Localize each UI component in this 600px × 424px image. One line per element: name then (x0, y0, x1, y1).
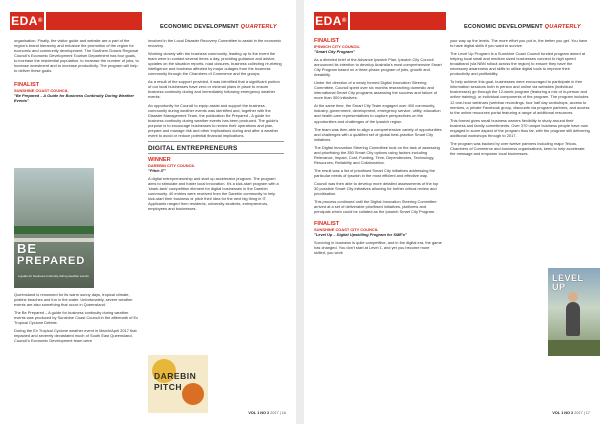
finalist-label: FINALIST (14, 82, 40, 89)
eda-logo-text: EDA (315, 14, 342, 28)
paragraph: As a result of the support provided, it was identified that a significant portion of our local businesses have zero or minimal plans in place to ensure business continuity during and immediately following emergency weather events. (148, 79, 280, 100)
footer-year: 2017 (574, 411, 583, 415)
be-prepared-photo (14, 168, 94, 288)
darebin-text: DAREBIN (154, 371, 197, 381)
section-title-accent: QUARTERLY (240, 24, 277, 30)
paragraph: This format gives small business owners flexibility to study around their business and family commitments. Over 370 unique business people have now engaged in some aspect of the program thus far, with the program still delivering additional workshops through to 2017. (450, 117, 590, 138)
paragraph: involved in the Local Disaster Recovery Committee to assist in the economic recovery. (148, 38, 282, 49)
level-up-photo (548, 268, 600, 356)
left-page (0, 0, 296, 424)
level-up-text (552, 274, 584, 292)
section-title-accent: QUARTERLY (544, 24, 581, 30)
paragraph: To help achieve this goal, businesses were encouraged to participate in free information sessions both in person and online via websites (individual businesses) go through the 12-week program (featuring a mix of in-person and online training), or individual components of the program. The program includes 12 one-hour webinars (webinar recordings, four half day workshops, access to mentors, a private Facebook group, discounts via program partners, and access to the online resources portal featuring a range of additional resources. (450, 79, 590, 115)
paragraph: The Be Prepared – A guide for business continuity during weather events was produced by Sunshine Coast Council in the aftermath of Ex Tropical Cyclone Debbie. (14, 310, 139, 326)
paragraph: Surviving in business is quite competitive, and in the digital era, the game has changed. You don't start at Level 1, and yet you become more skilled, you work (314, 240, 442, 256)
finalist-title: "Be Prepared – A Guide for Business Continuity During Weather Events" (14, 93, 135, 104)
eda-logo (314, 12, 348, 30)
darebin-pitch-image (148, 355, 208, 413)
divider (148, 141, 284, 142)
paragraph: During the Ex Tropical Cyclone weather event in March/April 2017 that impacted and severely devastated much of South East Queensland, Council's Economic Development team were (14, 328, 137, 344)
paragraph: Working closely with the business community, leading up to the event the team were in contact several times a day, providing guidance and advice, updates on the situation reports, road closures, business collecting re-eleting intelligence and business affected by major outages from the business community through the Chambers of Commerce and the groups. (148, 51, 282, 77)
paragraph: The Digital Innovation Steering Committee took on the task of assessing and prioritising the 350 Smart City options using factors including Relevance, Impact, Cost, Funding, Time, Dependencies, Technology, Resources, Reliability and Collaboration. (314, 144, 440, 165)
footer-volume: VOL 1 NO 2 (552, 411, 574, 415)
paragraph: An opportunity for Council to equip assist and support the business community during weather events was identified and, together with the Disaster Management Team, the publication Be Prepared - A guide for business continuity during weather events has been produced. The guide's purpose is to encourage businesses to review their operations and plan, prepare and manage risk and other implications during and after a weather event to avoid or reduce potential financial implications. (148, 102, 279, 138)
photo-ground (548, 340, 600, 356)
left-col-1-bottom (14, 292, 140, 346)
paragraph: A digital entrepreneurship and start up accelerator program. The program aims to stimulate and foster local innovation. It's a kick-start program with a 'shark-tank' competition element for digital businesses in the Darebin community. 40 entries were received from the Darebin community to help kick-start their business or pitch their idea for the next big thing in IT. Applicants ranged from residents, university students, entrepreneurs, employees and businesses. (148, 175, 279, 212)
header-bar (350, 12, 446, 30)
up-text: UP (552, 282, 566, 292)
page-footer: VOL 1 NO 2 2017 | 16 (248, 411, 286, 415)
person-head (568, 292, 578, 302)
left-col-1 (14, 38, 140, 106)
paragraph: The program was backed by over twelve partners including major Telcos, Chambers of Commerce and business organisations, keen to help accelerate the message and empower local businesses. (450, 140, 585, 156)
section-title-main: ECONOMIC DEVELOPMENT (464, 24, 543, 30)
photo-word-be: BE (17, 241, 38, 256)
footer-volume: VOL 1 NO 2 (248, 411, 270, 415)
paragraph: The team was then able to align a comprehensive variety of opportunities and challenges with a qualified set of global best-practice Smart City initiatives. (314, 126, 442, 142)
eda-logo-text: EDA (11, 14, 38, 28)
page-footer: VOL 1 NO 2 2017 | 17 (552, 411, 590, 415)
paragraph: At the same time, the Smart City Team engaged over 400 community, industry, government, development, emergency service, utility, education and health care representatives to capture perspectives on the opportunities and challenges of the Ipswich region. (314, 103, 441, 124)
winner-org: DAREBIN CITY COUNCIL (148, 162, 195, 168)
person-figure (566, 302, 580, 336)
paragraph: your way up the levels. The more effort you put in, the better you get. You have to have digital skills if you want to survive. (450, 38, 588, 49)
winner-label: WINNER (148, 156, 171, 163)
footer-page: 17 (585, 411, 590, 415)
category-heading: DIGITAL ENTREPRENEURS (148, 144, 238, 152)
photo-word-prepared: PREPARED (17, 255, 86, 267)
photo-caption: a guide for business continuity during weather events (18, 274, 89, 278)
winner-title: "Pitch IT" (148, 167, 166, 173)
finalist-title: "Smart City Program" (314, 49, 355, 54)
eda-logo-registered: ® (341, 18, 347, 24)
divider (148, 153, 284, 154)
footer-year: 2017 (270, 411, 279, 415)
paragraph: This process continued until the Digital Innovation Steering Committee arrived at a set of deliverable prioritised initiatives, platforms and principals which could be collated as the Ipswich Smart City Program. (314, 199, 437, 215)
finalist-label: FINALIST (314, 221, 340, 228)
paragraph: The Level Up Program is a Sunshine Coast Council funded program aimed at helping local small and medium sized businesses connect to high speed broadband (via NBN rollout across the region) to ensure they have the necessary awareness and skills to utilise digital tools to improve their productivity and profitability. (450, 51, 586, 77)
section-title (160, 24, 277, 30)
header-bar (46, 12, 142, 30)
eda-logo-registered: ® (37, 18, 43, 24)
section-title (464, 24, 581, 30)
pitch-text: PITCH (154, 382, 182, 392)
finalist-org: SUNSHINE COAST COUNCIL (14, 88, 69, 94)
paragraph: Council was then able to develop more detailed assessments of the top 30 possible Smart City initiatives allowing for further critical review and prioritisation. (314, 180, 439, 197)
footer-page: 16 (281, 411, 286, 415)
right-col-1 (314, 38, 442, 258)
level-text: LEVEL (552, 273, 584, 283)
eda-logo (10, 12, 44, 30)
intro-paragraph: organisation. Finally, the visitor guide and website are a part of the region's brand hierarchy and enhance the promotion of the region for economic and community development. The Southern Downs Regional Council's Economic Development Tourism Department has four goals, to increase the residential population, to increase the number of jobs, to increase investment and to increase productivity. The program will help to deliver these goals. (14, 38, 139, 74)
paragraph: As a directed brief of the Advance Ipswich Plan, Ipswich City Council announced its intention to develop Australia's most comprehensive Smart City Program based on a three-phase program of jobs, growth and liveability. (314, 57, 442, 78)
finalist-label: FINALIST (314, 38, 340, 44)
right-col-2 (450, 38, 590, 159)
paragraph: Queensland is renowned for its warm sunny days, tropical climate, pristine beaches and fun in the water. Unfortunately, severe weather events are also something that occur in Queensland. (14, 292, 133, 308)
finalist-title: "Level Up – Digital Upskilling Program for SME's" (314, 232, 407, 238)
paragraph: Under the direction of a newly formed Digital Innovation Steering Committee, Council spent over six months researching domestic and international Smart City programs assessing the success and failure of more than 300 initiatives. (314, 80, 437, 101)
page-gutter (296, 0, 304, 424)
paragraph: The result was a list of prioritised Smart City initiatives addressing the particular needs of Ipswich in the most efficient and effective way. (314, 167, 436, 178)
finalist-org: IPSWICH CITY COUNCIL (314, 44, 360, 49)
finalist-org: SUNSHINE COAST CITY COUNCIL (314, 227, 379, 233)
image-shape (182, 383, 204, 405)
left-col-2 (148, 38, 284, 214)
right-page (304, 0, 600, 424)
photo-band (14, 226, 94, 234)
section-title-main: ECONOMIC DEVELOPMENT (160, 24, 239, 30)
